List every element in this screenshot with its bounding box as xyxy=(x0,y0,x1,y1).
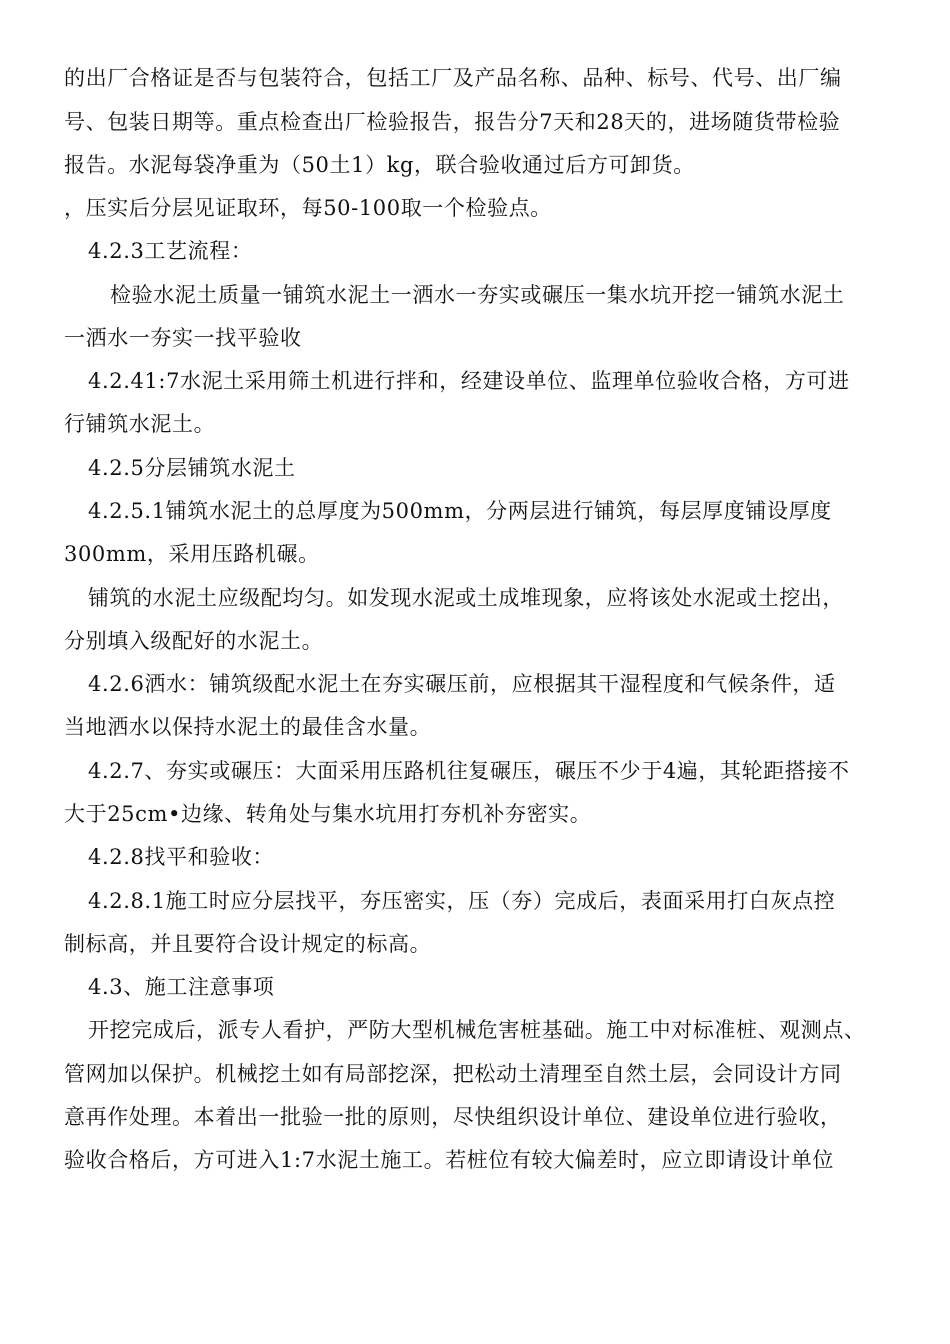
text-line: 分别填入级配好的水泥土。 xyxy=(64,629,324,653)
text-line: 一洒水一夯实一找平验收 xyxy=(64,326,302,350)
text-line: ，压实后分层见证取环，每50-100取一个检验点。 xyxy=(64,196,552,220)
text-line: 意再作处理。本着出一批验一批的原则，尽快组织设计单位、建设单位进行验收， xyxy=(64,1105,842,1129)
text-line: 4.2.6洒水：铺筑级配水泥土在夯实碾压前，应根据其干湿程度和气候条件，适 xyxy=(88,672,836,696)
section-heading: 4.3、施工注意事项 xyxy=(88,975,275,999)
text-line: 报告。水泥每袋净重为（50土1）kg，联合验收通过后方可卸货。 xyxy=(64,153,695,177)
text-line: 的出厂合格证是否与包装符合，包括工厂及产品名称、品种、标号、代号、出厂编 xyxy=(64,66,842,90)
text-line: 4.2.7、夯实或碾压：大面采用压路机往复碾压，碾压不少于4遍，其轮距搭接不 xyxy=(88,759,850,783)
text-line: 行铺筑水泥土。 xyxy=(64,412,216,436)
text-line: 号、包装日期等。重点检查出厂检验报告，报告分7天和28天的，进场随货带检验 xyxy=(64,110,841,134)
text-line: 4.2.5.1铺筑水泥土的总厚度为500mm，分两层进行铺筑，每层厚度铺设厚度 xyxy=(88,499,832,523)
text-line: 4.2.8.1施工时应分层找平，夯压密实，压（夯）完成后，表面采用打白灰点控 xyxy=(88,889,836,913)
text-line: 验收合格后，方可进入1:7水泥土施工。若桩位有较大偏差时，应立即请设计单位 xyxy=(64,1148,834,1172)
section-heading: 4.2.8找平和验收： xyxy=(88,845,275,869)
text-line: 当地洒水以保持水泥土的最佳含水量。 xyxy=(64,715,432,739)
section-heading: 4.2.3工艺流程： xyxy=(88,239,253,263)
text-line: 4.2.41:7水泥土采用筛土机进行拌和，经建设单位、监理单位验收合格，方可进 xyxy=(88,369,850,393)
section-heading: 4.2.5分层铺筑水泥土 xyxy=(88,456,296,480)
text-line: 制标高，并且要符合设计规定的标高。 xyxy=(64,932,432,956)
text-line: 开挖完成后，派专人看护，严防大型机械危害桩基础。施工中对标准桩、观测点、 xyxy=(88,1018,866,1042)
text-line: 300mm，采用压路机碾。 xyxy=(64,542,320,566)
text-line: 管网加以保护。机械挖土如有局部挖深，把松动土清理至自然土层，会同设计方同 xyxy=(64,1062,842,1086)
text-line: 检验水泥土质量一铺筑水泥土一洒水一夯实或碾压一集水坑开挖一铺筑水泥土 xyxy=(110,283,845,307)
text-line: 大于25cm•边缘、转角处与集水坑用打夯机补夯密实。 xyxy=(64,802,592,826)
text-line: 铺筑的水泥土应级配均匀。如发现水泥或土成堆现象，应将该处水泥或土挖出， xyxy=(88,586,844,610)
